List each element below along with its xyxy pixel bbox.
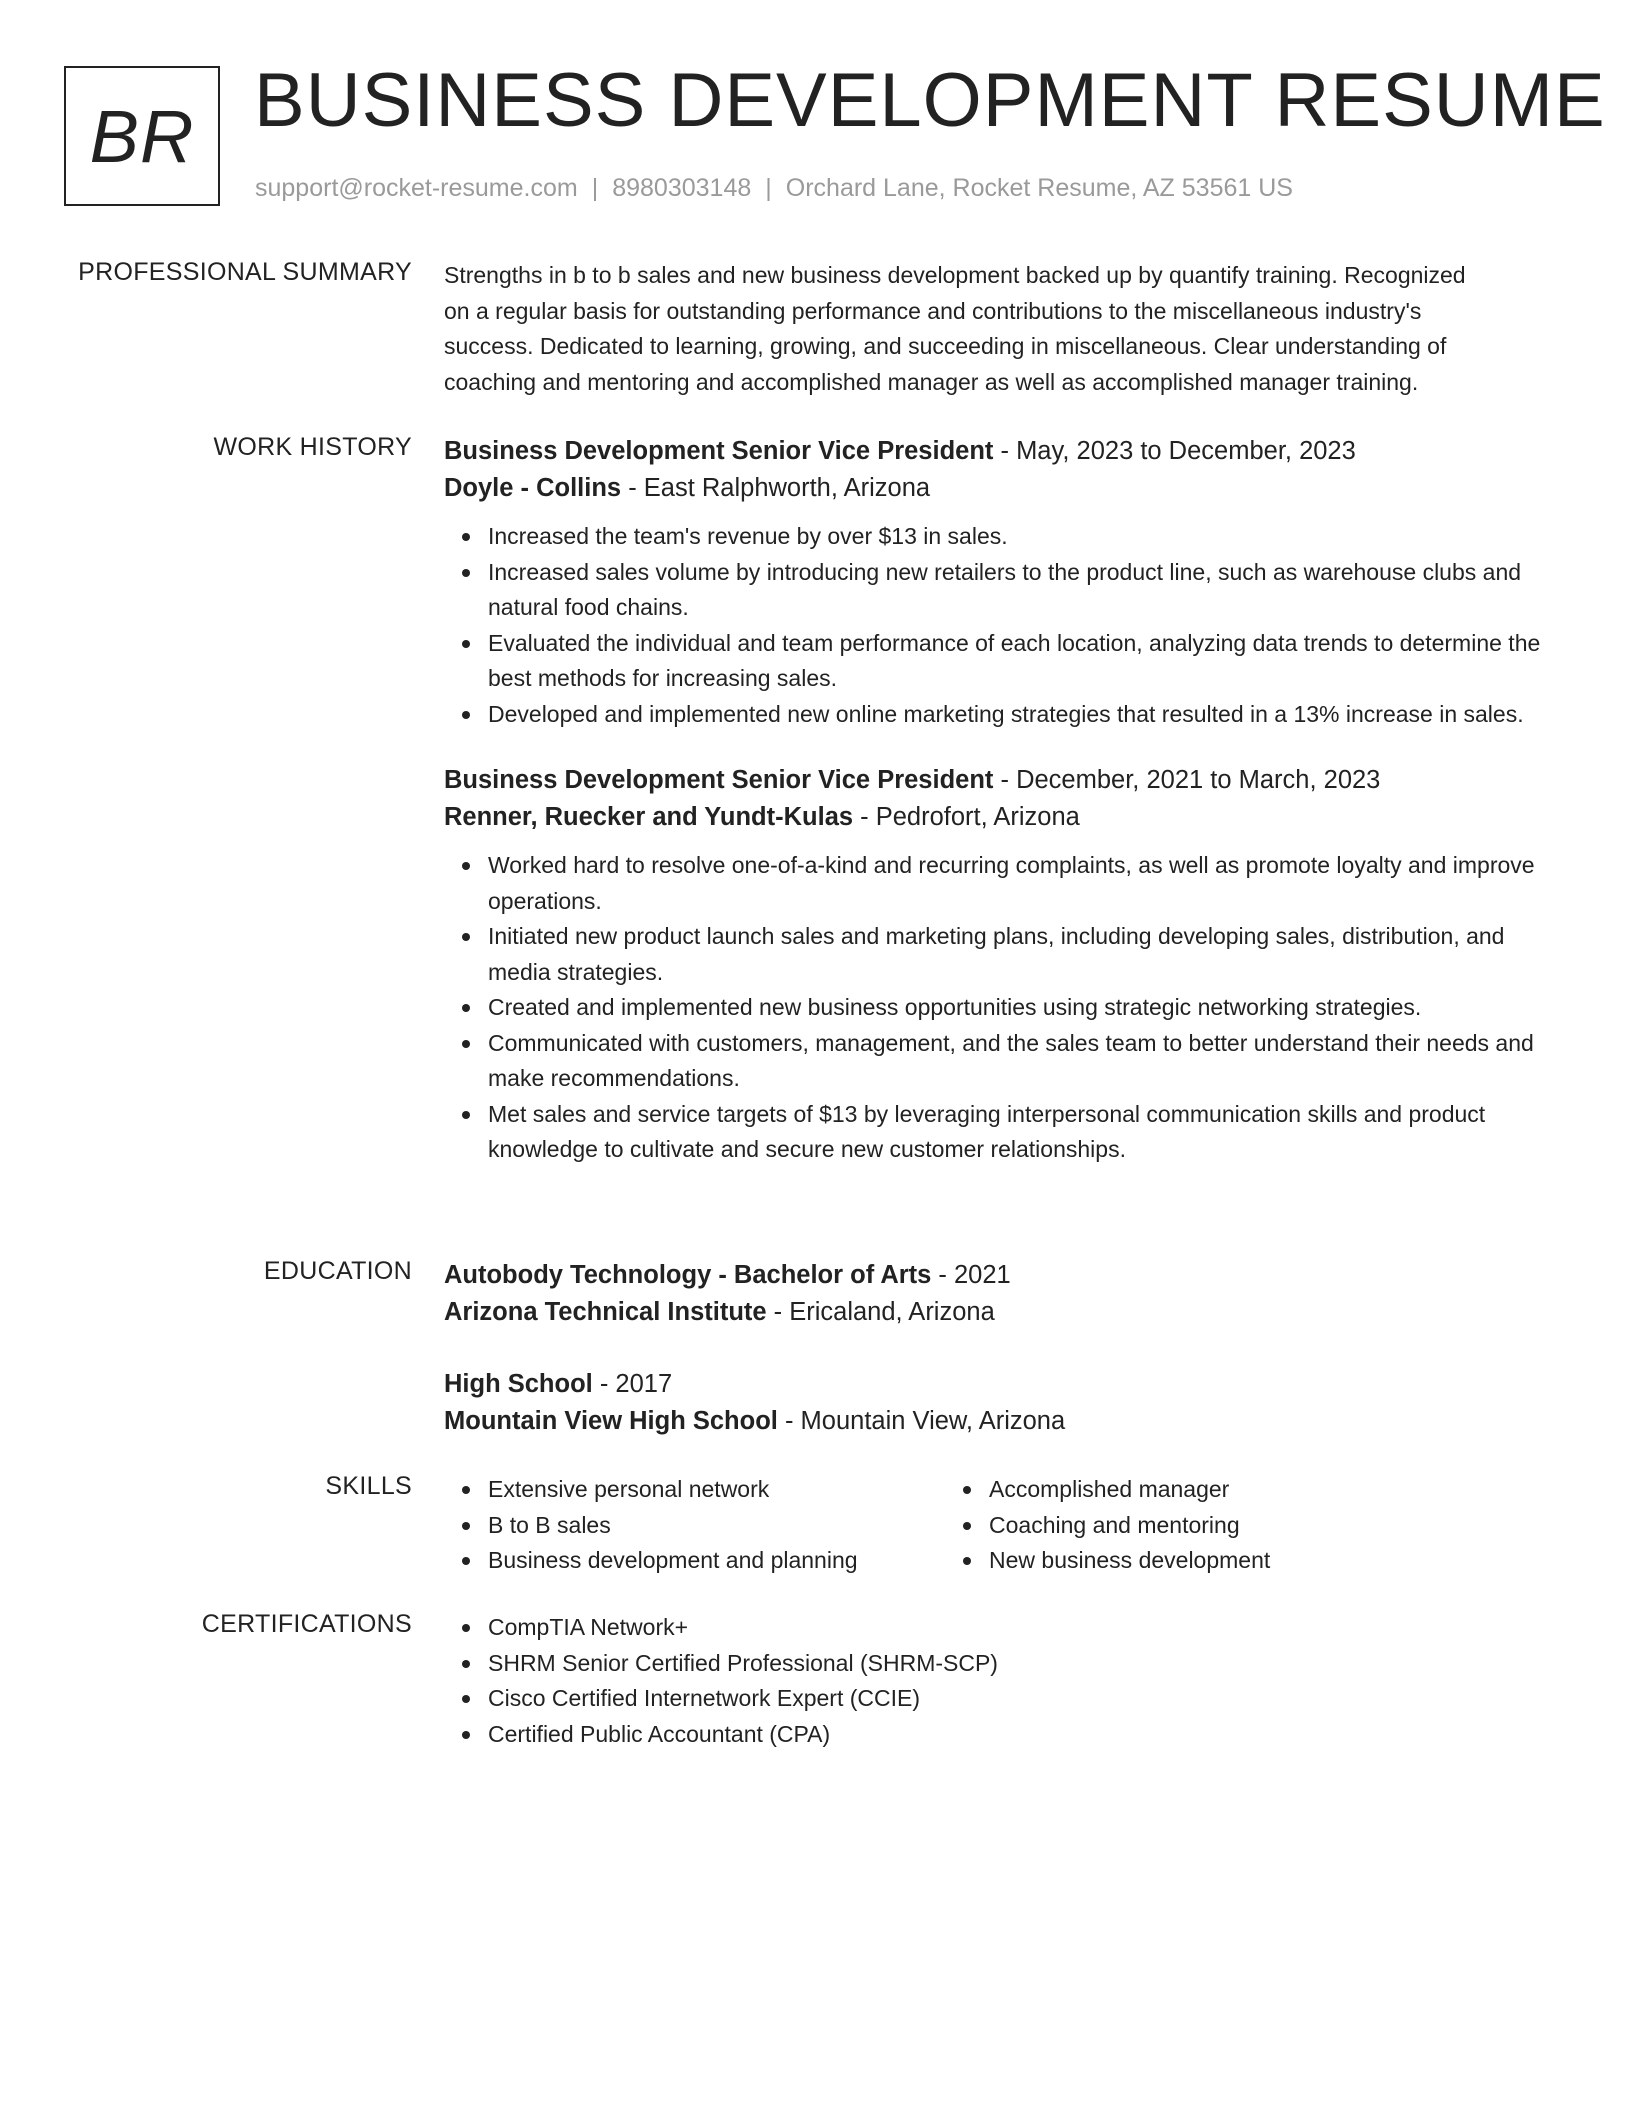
skill-item: Extensive personal network [488, 1472, 945, 1508]
job-bullet: Initiated new product launch sales and marketing plans, including developing sales, distribution, and media strategies. [488, 919, 1554, 990]
certifications-list [444, 1610, 1554, 1752]
job-bullet: Increased sales volume by introducing new retailers to the product line, such as warehouse clubs and natural food chains. [488, 555, 1554, 626]
skills-body [444, 1472, 1554, 1579]
job-bullets [444, 848, 1554, 1168]
certification-item: CompTIA Network+ [488, 1610, 1554, 1646]
certifications-body [444, 1610, 1554, 1752]
job-bullet: Worked hard to resolve one-of-a-kind and recurring complaints, as well as promote loyalty and improve operations. [488, 848, 1554, 919]
job-location: - Pedrofort, Arizona [853, 803, 1080, 831]
contact-line [255, 174, 1293, 203]
skill-item: B to B sales [488, 1508, 945, 1544]
certifications-heading: CERTIFICATIONS [201, 1610, 412, 1638]
summary-line: coaching and mentoring and accomplished manager as well as accomplished manager training. [444, 368, 1419, 395]
contact-phone: 8980303148 [612, 174, 752, 202]
education-body [444, 1257, 1554, 1440]
degree-line [444, 1366, 1554, 1403]
skill-item: New business development [989, 1543, 1446, 1579]
degree: High School [444, 1370, 593, 1398]
certification-item: SHRM Senior Certified Professional (SHRM-SCP) [488, 1646, 1554, 1682]
initials-monogram: BR [64, 66, 220, 206]
certification-item: Certified Public Accountant (CPA) [488, 1717, 1554, 1753]
school: Arizona Technical Institute [444, 1298, 767, 1326]
job-bullet: Created and implemented new business opportunities using strategic networking strategies. [488, 990, 1554, 1026]
summary-line: success. Dedicated to learning, growing, and succeeding in miscellaneous. Clear understanding of [444, 333, 1447, 359]
school-line [444, 1294, 1554, 1331]
contact-separator: | [765, 174, 772, 202]
job-company-line [444, 470, 1554, 507]
summary-heading: PROFESSIONAL SUMMARY [78, 258, 412, 286]
job-bullet: Evaluated the individual and team performance of each location, analyzing data trends to determine the best methods for increasing sales. [488, 626, 1554, 697]
certification-item: Cisco Certified Internetwork Expert (CCIE) [488, 1681, 1554, 1717]
skill-item: Accomplished manager [989, 1472, 1446, 1508]
job-title-line [444, 433, 1554, 470]
work-history-heading: WORK HISTORY [213, 433, 412, 461]
contact-separator: | [591, 174, 599, 202]
job-dates: - May, 2023 to December, 2023 [993, 437, 1356, 465]
job-title: Business Development Senior Vice President [444, 437, 994, 465]
skill-item: Business development and planning [488, 1543, 945, 1579]
job-bullet: Increased the team's revenue by over $13 in sales. [488, 519, 1554, 555]
job-bullet: Communicated with customers, management, and the sales team to better understand their needs and make recommendations. [488, 1026, 1554, 1097]
skills-column-left [444, 1472, 945, 1579]
job-bullets [444, 519, 1554, 732]
skills-grid [444, 1472, 1554, 1579]
resume-title: BUSINESS DEVELOPMENT RESUME [254, 58, 1606, 143]
job-bullet: Developed and implemented new online marketing strategies that resulted in a 13% increase in sales. [488, 697, 1554, 733]
job-title: Business Development Senior Vice President [444, 766, 994, 794]
job-entry [444, 433, 1554, 732]
degree-line [444, 1257, 1554, 1294]
summary-line: on a regular basis for outstanding performance and contributions to the miscellaneous industry's [444, 297, 1422, 324]
skills-column-right [945, 1472, 1446, 1579]
contact-email: support@rocket-resume.com [255, 174, 578, 202]
education-entry [444, 1366, 1554, 1440]
degree: Autobody Technology - Bachelor of Arts [444, 1261, 932, 1289]
education-entry [444, 1257, 1554, 1331]
job-company: Renner, Ruecker and Yundt-Kulas [444, 803, 854, 831]
education-heading: EDUCATION [263, 1257, 412, 1285]
skill-item: Coaching and mentoring [989, 1508, 1446, 1544]
graduation-year: - 2017 [592, 1370, 673, 1398]
job-location: - East Ralphworth, Arizona [621, 474, 931, 502]
school-location: - Ericaland, Arizona [766, 1298, 995, 1326]
work-history-body [444, 433, 1554, 1168]
summary-line: Strengths in b to b sales and new business development backed up by quantify training. Recognized [444, 262, 1466, 288]
graduation-year: - 2021 [931, 1261, 1011, 1289]
job-company-line [444, 799, 1554, 836]
school-location: - Mountain View, Arizona [777, 1407, 1066, 1435]
summary-body [444, 258, 1554, 400]
job-bullet: Met sales and service targets of $13 by leveraging interpersonal communication skills and product knowledge to cultivate and secure new customer relationships. [488, 1097, 1554, 1168]
job-entry [444, 762, 1554, 1168]
job-dates: - December, 2021 to March, 2023 [993, 766, 1381, 794]
school-line [444, 1403, 1554, 1440]
job-company: Doyle - Collins [444, 474, 622, 502]
skills-heading: SKILLS [325, 1472, 412, 1500]
school: Mountain View High School [444, 1407, 778, 1435]
contact-address: Orchard Lane, Rocket Resume, AZ 53561 US [785, 174, 1293, 202]
job-title-line [444, 762, 1554, 799]
